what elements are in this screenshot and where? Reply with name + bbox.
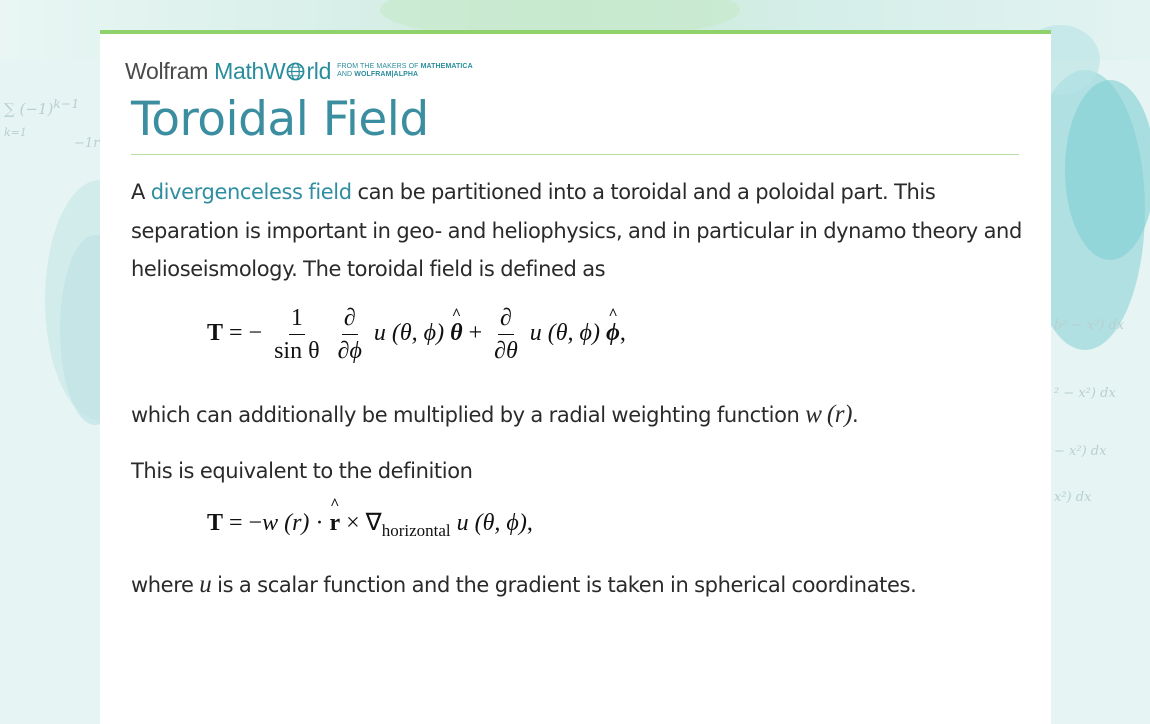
intro-paragraph bbox=[131, 173, 1031, 289]
title-divider bbox=[131, 154, 1019, 155]
tagline-line2: AND bbox=[337, 71, 355, 78]
logo-mathworld-suffix: rld bbox=[306, 57, 332, 84]
eq1-fraction-3 bbox=[492, 304, 520, 365]
eq2-u: u (θ, ϕ) bbox=[450, 510, 527, 536]
eq1-theta-hat: ^ θ bbox=[450, 320, 462, 347]
tagline-wolframalpha: WOLFRAM|ALPHA bbox=[354, 71, 419, 78]
globe-icon bbox=[286, 62, 305, 81]
weighting-function-math: w (r) bbox=[805, 401, 853, 428]
eq1-frac2-num: ∂ bbox=[342, 304, 358, 335]
eq2-subscript: horizontal bbox=[381, 521, 451, 540]
where-variable: u bbox=[199, 571, 212, 598]
background-formula: x²) dx bbox=[1054, 490, 1092, 505]
weighting-paragraph bbox=[131, 396, 1031, 435]
eq1-phi-hat: ^ ϕ bbox=[606, 320, 620, 347]
logo-mathworld-prefix: MathW bbox=[214, 57, 286, 84]
eq2-cross-nabla: × ∇ bbox=[340, 510, 382, 536]
where-paragraph bbox=[131, 566, 1031, 605]
eq1-frac1-num: 1 bbox=[289, 304, 305, 335]
eq1-plus: + bbox=[468, 320, 483, 347]
eq1-frac3-den: ∂θ bbox=[494, 338, 518, 364]
logo-mathworld-text bbox=[214, 58, 331, 85]
eq1-fraction-1 bbox=[272, 304, 322, 365]
page-title: Toroidal Field bbox=[131, 92, 429, 147]
where-text-pre: where bbox=[131, 573, 200, 597]
article-card bbox=[100, 30, 1051, 724]
eq1-equals-minus: = − bbox=[223, 320, 263, 347]
eq2-comma: , bbox=[526, 510, 533, 536]
weighting-period: . bbox=[852, 403, 859, 427]
mathworld-logo[interactable] bbox=[125, 56, 473, 86]
eq1-frac1-den: sin θ bbox=[274, 338, 320, 364]
eq2-dot: · bbox=[309, 510, 330, 536]
logo-wolfram-text: Wolfram bbox=[125, 57, 209, 84]
background-formula: −1r bbox=[74, 136, 100, 151]
eq1-term2: u (θ, ϕ) bbox=[529, 320, 600, 347]
toroidal-field-equation bbox=[207, 304, 626, 365]
where-text-post: is a scalar function and the gradient is taken in spherical coordinates. bbox=[211, 573, 917, 597]
eq1-lhs: T bbox=[207, 320, 224, 347]
tagline-line1: FROM THE MAKERS OF bbox=[337, 63, 421, 70]
logo-tagline bbox=[337, 63, 473, 79]
eq2-weight: w (r) bbox=[262, 510, 310, 536]
eq2-equals-minus: = − bbox=[223, 510, 263, 536]
eq1-comma: , bbox=[619, 320, 626, 347]
intro-text-rest: can be partitioned into a toroidal and a poloidal part. This separation is important in geo- and heliophysics, and in particular in dynamo theory and helioseismology. The toroidal field is defined as bbox=[131, 180, 1022, 281]
eq2-r-hat: ^ r bbox=[329, 510, 340, 537]
weighting-text: which can additionally be multiplied by a radial weighting function bbox=[131, 403, 806, 427]
background-formula: − x²) dx bbox=[1054, 444, 1107, 459]
background-formula: ² − x²) dx bbox=[1054, 386, 1116, 401]
eq1-frac2-den: ∂ϕ bbox=[337, 338, 362, 364]
eq1-term1: u (θ, ϕ) bbox=[373, 320, 445, 347]
eq2-lhs: T bbox=[207, 510, 224, 536]
background-formula: ∑ $(-1)^{k-1}$ bbox=[4, 96, 80, 118]
divergenceless-field-link[interactable]: divergenceless field bbox=[150, 180, 352, 204]
eq1-frac3-num: ∂ bbox=[498, 304, 514, 335]
equivalent-paragraph: This is equivalent to the definition bbox=[131, 459, 473, 483]
intro-text-a: A bbox=[131, 180, 151, 204]
background-formula: b² − x²) dx bbox=[1054, 318, 1125, 333]
definition-equation bbox=[207, 508, 533, 541]
tagline-mathematica: MATHEMATICA bbox=[420, 63, 473, 70]
eq1-fraction-2 bbox=[336, 304, 364, 365]
background-formula: k=1 bbox=[4, 126, 27, 139]
